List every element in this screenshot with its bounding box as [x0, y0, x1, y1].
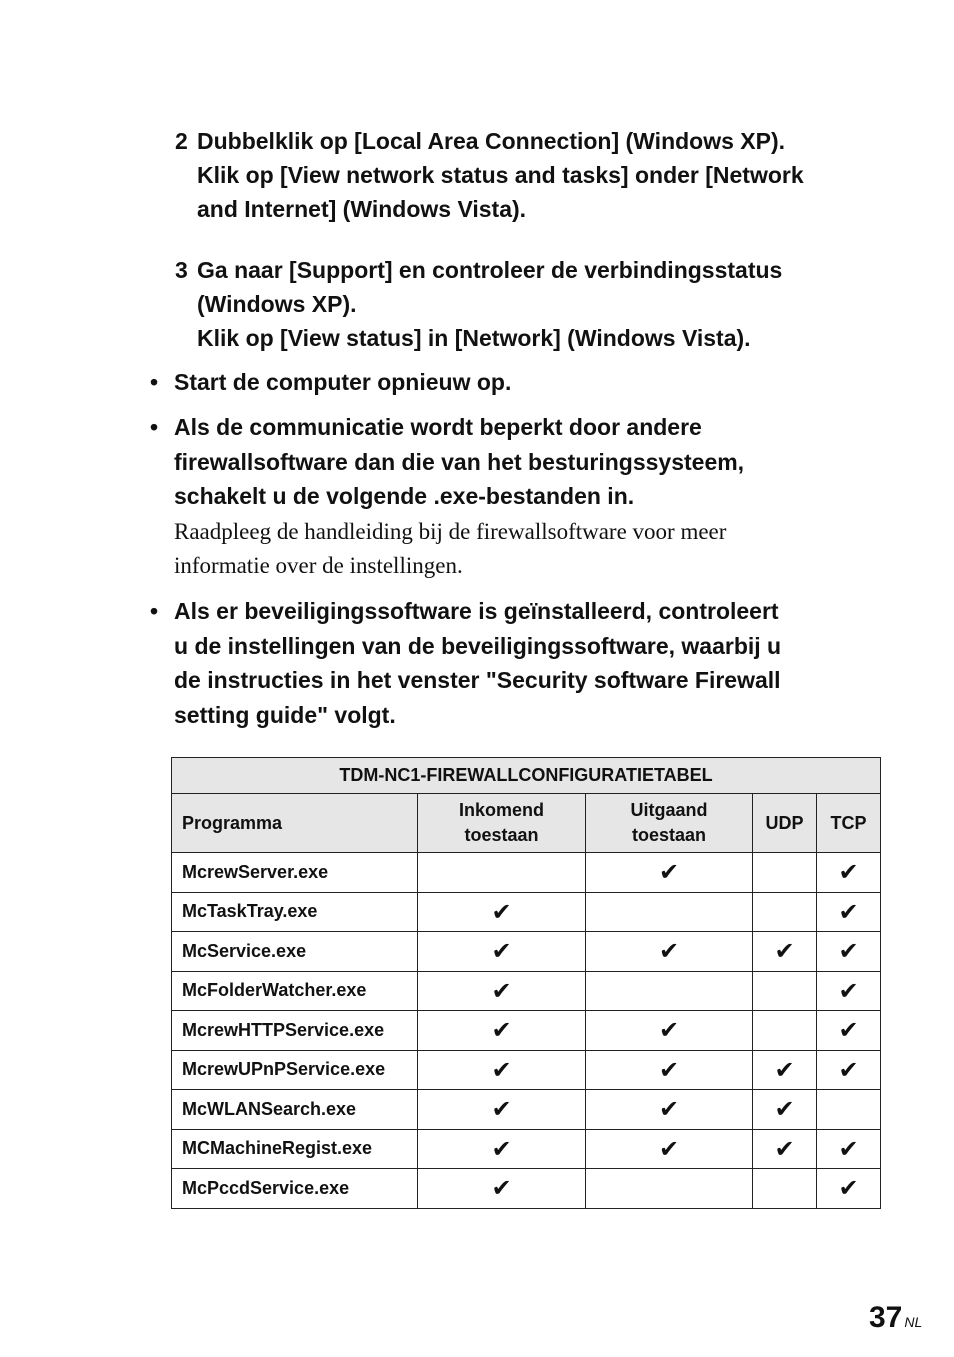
- table-row: [172, 1050, 881, 1090]
- udp-check: [753, 853, 817, 893]
- program-name: McTaskTray.exe: [172, 892, 418, 932]
- bullet-text-line: setting guide" volgt.: [174, 701, 396, 728]
- program-name: McWLANSearch.exe: [172, 1090, 418, 1130]
- bullet-text-line: Als de communicatie wordt beperkt door andere: [174, 414, 702, 440]
- program-name: McService.exe: [172, 932, 418, 972]
- bullet-text-line: u de instellingen van de beveiligingssoftware, waarbij u: [174, 632, 782, 659]
- inbound-check: ✔: [418, 971, 586, 1011]
- outbound-check: ✔: [586, 1129, 753, 1169]
- tcp-check: ✔: [817, 1011, 881, 1051]
- udp-check: [753, 892, 817, 932]
- step-3: [175, 253, 875, 355]
- step-number: 2: [175, 128, 188, 154]
- outbound-check: [586, 971, 753, 1011]
- udp-check: ✔: [753, 1050, 817, 1090]
- program-name: McFolderWatcher.exe: [172, 971, 418, 1011]
- firewall-note: [174, 515, 874, 583]
- inbound-check: ✔: [418, 1011, 586, 1051]
- tcp-check: ✔: [817, 1050, 881, 1090]
- tcp-check: ✔: [817, 971, 881, 1011]
- table-row: [172, 1129, 881, 1169]
- inbound-check: [418, 853, 586, 893]
- bullet-text-line: schakelt u de volgende .exe-bestanden in.: [174, 483, 635, 509]
- inbound-check: ✔: [418, 1129, 586, 1169]
- step-text-line: Dubbelklik op [Local Area Connection] (Windows XP).: [197, 128, 786, 154]
- bullet-symbol: •: [150, 598, 159, 624]
- inbound-check: ✔: [418, 1169, 586, 1209]
- udp-check: ✔: [753, 932, 817, 972]
- bullet-text-line: de instructies in het venster "Security software Firewall: [174, 667, 781, 693]
- table-row: [172, 1011, 881, 1051]
- header-program: Programma: [172, 794, 418, 853]
- table-row: [172, 932, 881, 972]
- tcp-check: ✔: [817, 932, 881, 972]
- header-tcp: TCP: [817, 794, 881, 853]
- note-text-line: Raadpleeg de handleiding bij de firewallsoftware voor meer: [174, 519, 727, 544]
- header-inbound: [418, 794, 586, 853]
- inbound-check: ✔: [418, 1090, 586, 1130]
- tcp-check: ✔: [817, 892, 881, 932]
- header-outbound-line: toestaan: [631, 825, 707, 845]
- step-number: 3: [175, 257, 188, 283]
- outbound-check: ✔: [586, 853, 753, 893]
- step-text-line: and Internet] (Windows Vista).: [197, 196, 527, 222]
- header-outbound: [586, 794, 753, 853]
- outbound-check: ✔: [586, 1090, 753, 1130]
- table-row: [172, 1090, 881, 1130]
- tcp-check: ✔: [817, 853, 881, 893]
- bullet-text-line: Als er beveiligingssoftware is geïnstalleerd, controleert: [174, 598, 779, 624]
- table-row: [172, 971, 881, 1011]
- table-header-row: [172, 794, 881, 853]
- program-name: McPccdService.exe: [172, 1169, 418, 1209]
- header-udp: UDP: [753, 794, 817, 853]
- udp-check: [753, 1169, 817, 1209]
- udp-check: ✔: [753, 1129, 817, 1169]
- inbound-check: ✔: [418, 1050, 586, 1090]
- table-row: [172, 892, 881, 932]
- program-name: McrewHTTPService.exe: [172, 1011, 418, 1051]
- header-inbound-line: toestaan: [464, 825, 539, 845]
- program-name: MCMachineRegist.exe: [172, 1129, 418, 1169]
- step-text-line: Klik op [View status] in [Network] (Windows Vista).: [197, 325, 751, 351]
- outbound-check: [586, 892, 753, 932]
- bullet-symbol: •: [150, 414, 159, 440]
- outbound-check: ✔: [586, 1050, 753, 1090]
- page-language-suffix: NL: [904, 1314, 923, 1330]
- bullet-security-software: [150, 594, 880, 732]
- step-text-line: (Windows XP).: [197, 291, 357, 317]
- outbound-check: ✔: [586, 1011, 753, 1051]
- outbound-check: [586, 1169, 753, 1209]
- inbound-check: ✔: [418, 932, 586, 972]
- table-row: [172, 1169, 881, 1209]
- bullet-text-line: firewallsoftware dan die van het besturingssysteem,: [174, 448, 745, 475]
- firewall-config-table: [171, 757, 881, 1209]
- bullet-restart: [150, 365, 880, 400]
- tcp-check: ✔: [817, 1129, 881, 1169]
- bullet-firewall: [150, 410, 880, 514]
- step-text-line: Klik op [View network status and tasks] onder [Network: [197, 162, 804, 188]
- header-inbound-line: Inkomend: [458, 800, 544, 820]
- bullet-symbol: •: [150, 369, 159, 395]
- step-2: [175, 124, 875, 226]
- table-row: [172, 853, 881, 893]
- header-outbound-line: Uitgaand: [630, 800, 708, 820]
- page-number: [869, 1301, 922, 1335]
- outbound-check: ✔: [586, 932, 753, 972]
- tcp-check: ✔: [817, 1169, 881, 1209]
- bullet-text-line: Start de computer opnieuw op.: [174, 369, 512, 395]
- inbound-check: ✔: [418, 892, 586, 932]
- table-title: TDM-NC1-FIREWALLCONFIGURATIETABEL: [172, 758, 881, 794]
- tcp-check: [817, 1090, 881, 1130]
- udp-check: [753, 1011, 817, 1051]
- step-text-line: Ga naar [Support] en controleer de verbindingsstatus: [197, 257, 783, 283]
- program-name: McrewUPnPService.exe: [172, 1050, 418, 1090]
- table-title-row: [172, 758, 881, 794]
- udp-check: [753, 971, 817, 1011]
- udp-check: ✔: [753, 1090, 817, 1130]
- page-number-value: 37: [869, 1301, 903, 1334]
- program-name: McrewServer.exe: [172, 853, 418, 893]
- note-text-line: informatie over de instellingen.: [174, 553, 463, 578]
